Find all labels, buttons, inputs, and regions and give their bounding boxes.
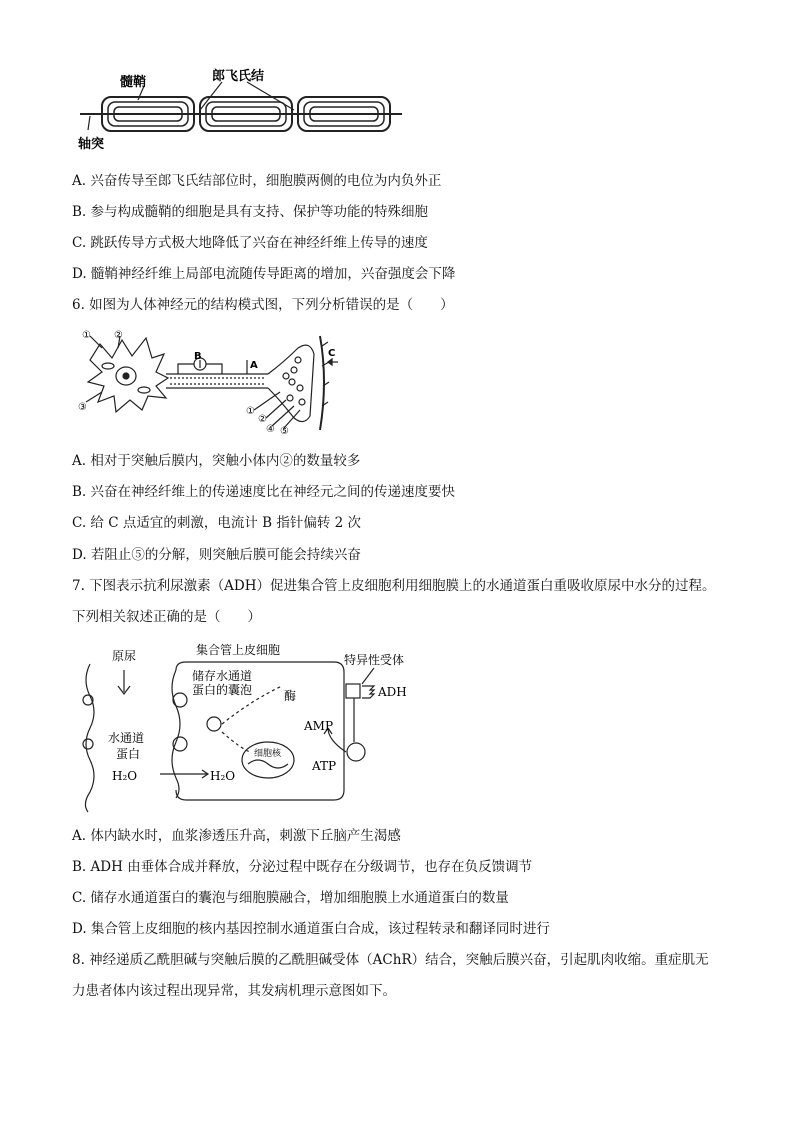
- adh-water-channel-figure: [72, 640, 432, 816]
- q7-option-d: D. 集合管上皮细胞的核内基因控制水通道蛋白合成，该过程转录和翻译同时进行: [72, 921, 550, 937]
- label-b: B: [194, 351, 202, 362]
- q6-option-a: A. 相对于突触后膜内，突触小体内②的数量较多: [72, 453, 361, 469]
- label-c: C: [328, 348, 336, 359]
- q6-option-d: D. 若阻止⑤的分解，则突触后膜可能会持续兴奋: [72, 547, 361, 563]
- q5-option-a: A. 兴奋传导至郎飞氏结部位时，细胞膜两侧的电位为内负外正: [72, 173, 442, 189]
- q6-stem: 6. 如图为人体神经元的结构模式图，下列分析错误的是（ ）: [72, 297, 454, 313]
- label-n5: ⑤: [280, 426, 289, 437]
- label-myelin: 髓鞘: [120, 75, 147, 90]
- label-adh: ADH: [378, 685, 407, 699]
- label-water-channel-line-1: 水通道: [108, 731, 145, 745]
- label-h2o-left: H₂O: [112, 769, 138, 783]
- myelinated-axon-figure: [72, 64, 412, 160]
- label-water-channel-line-2: 蛋白: [116, 747, 141, 761]
- q7-option-c: C. 储存水通道蛋白的囊泡与细胞膜融合，增加细胞膜上水通道蛋白的数量: [72, 890, 509, 906]
- label-nucleus: 细胞核: [254, 749, 282, 759]
- q8-stem-line-1: 8. 神经递质乙酰胆碱与突触后膜的乙酰胆碱受体（AChR）结合，突触后膜兴奋，引起肌肉收缩。重症肌无: [72, 952, 709, 968]
- label-amp: AMP: [304, 719, 334, 733]
- label-n2-top: ②: [114, 330, 123, 341]
- label-n2-terminal: ②: [258, 414, 267, 425]
- label-vesicle-line-2: 蛋白的囊泡: [192, 683, 253, 697]
- q5-option-b: B. 参与构成髓鞘的细胞是具有支持、保护等功能的特殊细胞: [72, 204, 429, 220]
- label-n1-terminal: ①: [246, 406, 255, 417]
- label-enzyme: 酶: [284, 689, 297, 703]
- label-atp: ATP: [312, 759, 337, 773]
- label-vesicle-line-1: 储存水通道: [192, 669, 253, 683]
- label-collecting-duct-cell: 集合管上皮细胞: [196, 643, 281, 657]
- q7-stem-line-1: 7. 下图表示抗利尿激素（ADH）促进集合管上皮细胞利用细胞膜上的水通道蛋白重吸收原尿中水分的过程。: [72, 578, 716, 594]
- label-specific-receptor: 特异性受体: [344, 653, 405, 667]
- label-h2o-right: H₂O: [210, 769, 236, 783]
- label-urine: 原尿: [112, 649, 137, 663]
- label-a: A: [250, 360, 258, 371]
- label-axon: 轴突: [78, 137, 105, 152]
- label-node-of-ranvier: 郎飞氏结: [212, 69, 265, 84]
- q7-option-a: A. 体内缺水时，血浆渗透压升高，刺激下丘脑产生渴感: [72, 828, 401, 844]
- q7-stem-line-2: 下列相关叙述正确的是（ ）: [72, 609, 261, 625]
- label-n1-top: ①: [82, 330, 91, 341]
- q8-stem-line-2: 力患者体内该过程出现异常，其发病机理示意图如下。: [72, 983, 396, 999]
- q6-option-c: C. 给 C 点适宜的刺激，电流计 B 指针偏转 2 次: [72, 515, 362, 531]
- q5-option-c: C. 跳跃传导方式极大地降低了兴奋在神经纤维上传导的速度: [72, 235, 428, 251]
- label-n3: ③: [78, 402, 87, 413]
- q5-option-d: D. 髓鞘神经纤维上局部电流随传导距离的增加，兴奋强度会下降: [72, 266, 456, 282]
- q7-option-b: B. ADH 由垂体合成并释放，分泌过程中既存在分级调节，也存在负反馈调节: [72, 859, 533, 875]
- label-n4: ④: [266, 424, 275, 435]
- q6-option-b: B. 兴奋在神经纤维上的传递速度比在神经元之间的传递速度要快: [72, 484, 456, 500]
- neuron-structure-figure: [72, 326, 342, 438]
